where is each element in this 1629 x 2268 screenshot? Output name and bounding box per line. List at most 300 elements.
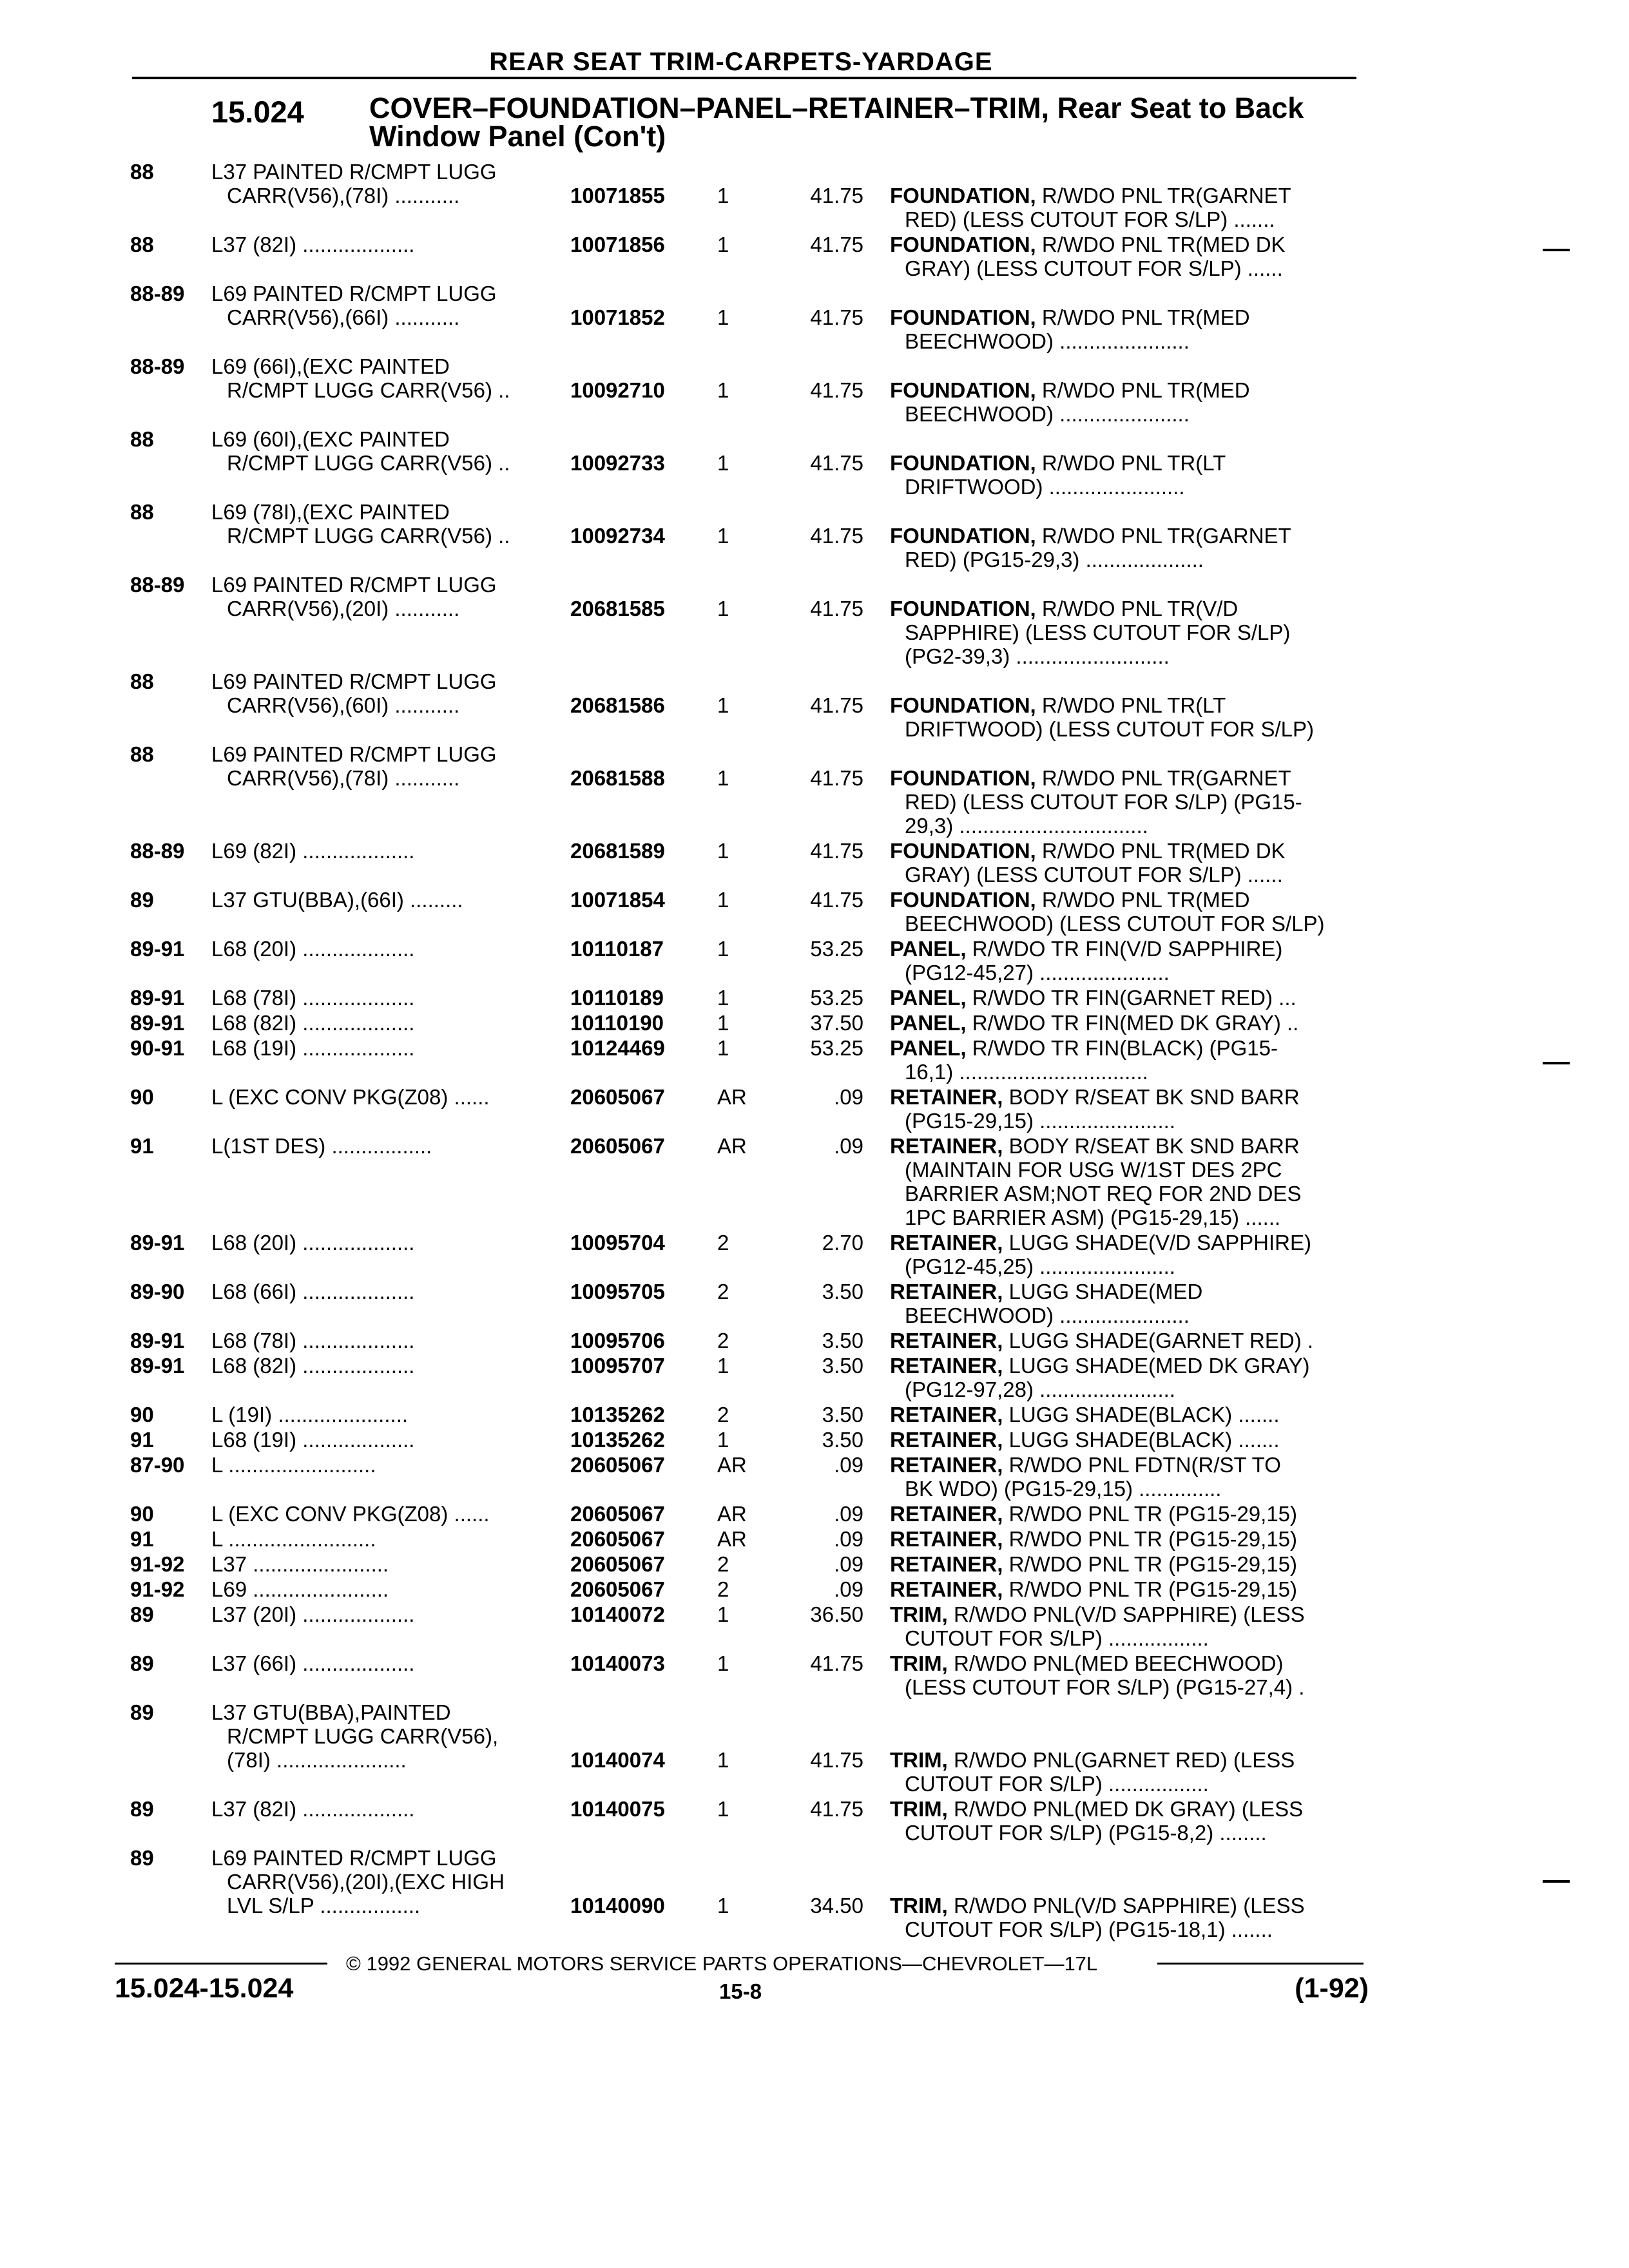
quantity: 1 [717,937,729,961]
description-keyword: TRIM, [890,1894,948,1917]
usage-text: L69 PAINTED R/CMPT LUGG [211,1846,497,1870]
entry-line [0,742,1629,766]
description-keyword: RETAINER, [890,1552,1003,1576]
description-keyword: FOUNDATION, [890,233,1036,256]
parts-entry [0,1011,1629,1035]
entry-line [0,1354,1629,1378]
price: .09 [834,1552,863,1576]
usage-text: L37 ....................... [211,1552,389,1576]
model-year: 91 [130,1428,154,1452]
entry-line [0,1651,1629,1675]
description-text [890,305,1250,329]
description-text [890,1011,1298,1035]
model-year: 89-91 [130,1011,185,1035]
usage-text: L68 (20I) ................... [211,937,415,961]
part-number: 10095707 [570,1354,665,1378]
section-title [369,91,1304,153]
part-number: 20605067 [570,1453,665,1477]
price: 53.25 [810,1036,863,1060]
margin-tick [1543,1880,1570,1883]
description-rest: R/WDO PNL TR (PG15-29,15) [1003,1552,1298,1576]
footer-rule-right [1157,1963,1364,1965]
entry-line [0,207,1629,231]
description-text [890,1134,1300,1158]
price: 41.75 [810,597,863,620]
description-text [890,1552,1297,1576]
entry-line [0,1182,1629,1206]
usage-text: L69 ....................... [211,1577,389,1601]
description-keyword: RETAINER, [890,1329,1003,1352]
entry-line [0,1797,1629,1821]
footer-copyright: © 1992 GENERAL MOTORS SERVICE PARTS OPERATIONS—CHEVROLET—17L [346,1952,1098,1975]
price: 36.50 [810,1602,863,1626]
part-number: 10110187 [570,937,664,961]
price: 53.25 [810,937,863,961]
description-text [890,184,1291,207]
description-rest: LUGG SHADE(V/D SAPPHIRE) [1003,1231,1312,1254]
description-text [890,451,1226,475]
price: 3.50 [822,1280,863,1303]
description-text [890,1894,1305,1917]
part-number: 10140090 [570,1894,665,1917]
entry-line [0,475,1629,499]
part-number: 10092710 [570,378,665,402]
description-text: (LESS CUTOUT FOR S/LP) (PG15-27,4) . [905,1675,1305,1699]
description-keyword: FOUNDATION, [890,184,1036,207]
entry-line [0,160,1629,184]
part-number: 10092734 [570,524,665,548]
part-number: 20605067 [570,1552,665,1576]
description-rest: R/WDO PNL TR(GARNET [1036,524,1291,548]
parts-entry [0,282,1629,353]
model-year: 87-90 [130,1453,185,1477]
usage-text: L69 PAINTED R/CMPT LUGG [211,669,497,693]
description-text: (PG15-29,15) ....................... [905,1109,1175,1133]
description-text [890,937,1282,961]
parts-entry [0,1403,1629,1427]
part-number: 10140072 [570,1602,665,1626]
price: 3.50 [822,1428,863,1452]
description-text [890,378,1250,402]
description-keyword: RETAINER, [890,1231,1003,1254]
part-number: 10092733 [570,451,665,475]
description-keyword: RETAINER, [890,1280,1003,1303]
parts-entry [0,888,1629,936]
entry-line [0,1428,1629,1452]
description-text: DRIFTWOOD) ....................... [905,475,1185,499]
description-text [890,1453,1281,1477]
description-text [890,524,1291,548]
description-rest: R/WDO PNL TR(LT [1036,693,1226,717]
description-keyword: TRIM, [890,1602,948,1626]
entry-line [0,1894,1629,1917]
description-text: DRIFTWOOD) (LESS CUTOUT FOR S/LP) [905,717,1314,741]
description-rest: R/WDO PNL(MED DK GRAY) (LESS [947,1797,1304,1821]
description-text [890,233,1286,256]
usage-text: CARR(V56),(60I) ........... [227,693,460,717]
description-keyword: FOUNDATION, [890,451,1036,475]
part-number: 20605067 [570,1502,665,1526]
description-text: BEECHWOOD) ...................... [905,402,1190,426]
entry-line [0,717,1629,741]
description-text [890,1502,1297,1526]
usage-text: L68 (19I) ................... [211,1036,415,1060]
part-number: 10140073 [570,1651,665,1675]
parts-entry [0,160,1629,231]
description-rest: R/WDO PNL TR(GARNET [1036,766,1291,790]
description-text [890,766,1291,790]
entry-line [0,1060,1629,1084]
description-rest: R/WDO PNL TR (PG15-29,15) [1003,1577,1298,1601]
description-rest: R/WDO PNL TR(MED DK [1036,839,1286,863]
part-number: 10071855 [570,184,665,207]
usage-text: L (EXC CONV PKG(Z08) ...... [211,1502,490,1526]
quantity: 1 [717,888,729,912]
description-text: 29,3) ................................ [905,814,1148,838]
part-number: 10140074 [570,1748,665,1772]
description-rest: LUGG SHADE(BLACK) ....... [1003,1403,1280,1427]
description-text [890,597,1238,620]
model-year: 88-89 [130,839,185,863]
quantity: 1 [717,693,729,717]
description-text: SAPPHIRE) (LESS CUTOUT FOR S/LP) [905,620,1291,644]
usage-text: CARR(V56),(66I) ........... [227,305,460,329]
model-year: 89 [130,1602,154,1626]
usage-text: L69 (60I),(EXC PAINTED [211,427,450,451]
usage-text: CARR(V56),(20I),(EXC HIGH [227,1870,505,1894]
usage-text: L68 (66I) ................... [211,1280,415,1303]
price: .09 [834,1502,863,1526]
price: 41.75 [810,233,863,256]
quantity: AR [717,1502,747,1526]
parts-entry [0,427,1629,499]
quantity: 1 [717,305,729,329]
model-year: 91-92 [130,1552,185,1576]
parts-entry [0,1428,1629,1452]
part-number: 20605067 [570,1085,665,1109]
description-rest: R/WDO PNL TR(LT [1036,451,1226,475]
entry-line [0,329,1629,353]
part-number: 10071852 [570,305,665,329]
description-text: BARRIER ASM;NOT REQ FOR 2ND DES [905,1182,1302,1206]
parts-entry [0,1502,1629,1526]
description-rest: R/WDO PNL TR(MED DK [1036,233,1286,256]
footer-date: (1-92) [1295,1973,1369,2004]
description-rest: R/WDO PNL(GARNET RED) (LESS [947,1748,1295,1772]
price: 41.75 [810,839,863,863]
description-text [890,1797,1303,1821]
entry-line [0,937,1629,961]
entry-line [0,451,1629,475]
parts-entry [0,1231,1629,1278]
model-year: 89-91 [130,1329,185,1352]
part-number: 20681585 [570,597,665,620]
description-keyword: FOUNDATION, [890,766,1036,790]
parts-entry [0,1846,1629,1941]
model-year: 88-89 [130,573,185,597]
entry-line [0,305,1629,329]
entry-line [0,839,1629,863]
model-year: 90 [130,1403,154,1427]
price: 41.75 [810,378,863,402]
entry-line [0,644,1629,668]
model-year: 88 [130,742,154,766]
model-year: 88 [130,669,154,693]
usage-text: R/CMPT LUGG CARR(V56) .. [227,378,510,402]
entry-line [0,1477,1629,1501]
usage-text: L69 (78I),(EXC PAINTED [211,500,450,524]
description-text: CUTOUT FOR S/LP) (PG15-18,1) ....... [905,1917,1273,1941]
description-rest: R/WDO TR FIN(MED DK GRAY) .. [966,1011,1299,1035]
description-text [890,1085,1300,1109]
entry-line [0,1254,1629,1278]
description-text: RED) (LESS CUTOUT FOR S/LP) (PG15- [905,790,1302,814]
model-year: 89-91 [130,1354,185,1378]
entry-line [0,233,1629,256]
description-keyword: FOUNDATION, [890,524,1036,548]
entry-line [0,354,1629,378]
entry-line [0,1036,1629,1060]
part-number: 10110189 [570,986,664,1010]
quantity: 2 [717,1329,729,1352]
price: 37.50 [810,1011,863,1035]
quantity: AR [717,1453,747,1477]
entry-line [0,1552,1629,1576]
price: 41.75 [810,766,863,790]
model-year: 88 [130,160,154,184]
usage-text: L68 (82I) ................... [211,1354,415,1378]
price: .09 [834,1134,863,1158]
entry-line [0,888,1629,912]
usage-text: L (EXC CONV PKG(Z08) ...... [211,1085,490,1109]
entry-line [0,1378,1629,1401]
description-text: CUTOUT FOR S/LP) ................. [905,1626,1209,1650]
part-number: 10095705 [570,1280,665,1303]
model-year: 88 [130,500,154,524]
parts-entry [0,937,1629,985]
part-number: 20681588 [570,766,665,790]
parts-entry [0,839,1629,887]
description-keyword: FOUNDATION, [890,378,1036,402]
price: 53.25 [810,986,863,1010]
parts-entry [0,1602,1629,1650]
description-keyword: TRIM, [890,1651,948,1675]
price: 3.50 [822,1354,863,1378]
parts-entry [0,1280,1629,1327]
model-year: 89-91 [130,986,185,1010]
description-keyword: RETAINER, [890,1577,1003,1601]
entry-line [0,961,1629,985]
description-text [890,1036,1278,1060]
parts-entry [0,1036,1629,1084]
quantity: 1 [717,1894,729,1917]
model-year: 89 [130,888,154,912]
price: .09 [834,1527,863,1551]
price: 41.75 [810,524,863,548]
price: 41.75 [810,888,863,912]
model-year: 90 [130,1502,154,1526]
margin-tick [1543,1062,1570,1064]
entry-line [0,427,1629,451]
description-text: 1PC BARRIER ASM) (PG15-29,15) ...... [905,1206,1281,1229]
description-text: (PG2-39,3) .......................... [905,644,1170,668]
parts-entry [0,1700,1629,1796]
quantity: 1 [717,1036,729,1060]
description-keyword: FOUNDATION, [890,888,1036,912]
entry-line [0,863,1629,887]
description-rest: R/WDO TR FIN(GARNET RED) ... [966,986,1296,1010]
description-text: (PG12-45,27) ...................... [905,961,1170,985]
parts-entry [0,1085,1629,1133]
usage-text: L68 (78I) ................... [211,986,415,1010]
description-text [890,1329,1313,1352]
part-number: 10135262 [570,1403,665,1427]
description-keyword: FOUNDATION, [890,839,1036,863]
price: 41.75 [810,305,863,329]
description-text: (PG12-97,28) ....................... [905,1378,1175,1401]
parts-entry [0,1527,1629,1551]
description-text: CUTOUT FOR S/LP) ................. [905,1772,1209,1796]
entry-line [0,1329,1629,1352]
description-rest: R/WDO PNL TR (PG15-29,15) [1003,1527,1298,1551]
model-year: 91 [130,1134,154,1158]
footer-rule-left [115,1963,327,1965]
model-year: 91-92 [130,1577,185,1601]
description-keyword: RETAINER, [890,1502,1003,1526]
quantity: 1 [717,597,729,620]
description-text: BEECHWOOD) ...................... [905,329,1190,353]
quantity: AR [717,1134,747,1158]
entry-line [0,669,1629,693]
description-text: GRAY) (LESS CUTOUT FOR S/LP) ...... [905,863,1283,887]
usage-text: R/CMPT LUGG CARR(V56) .. [227,451,510,475]
quantity: 1 [717,986,729,1010]
header-rule [132,77,1356,79]
description-keyword: PANEL, [890,986,967,1010]
price: 41.75 [810,184,863,207]
entry-line [0,1917,1629,1941]
usage-text: L68 (19I) ................... [211,1428,415,1452]
part-number: 10135262 [570,1428,665,1452]
entry-line [0,597,1629,620]
usage-text: L37 (20I) ................... [211,1602,415,1626]
usage-text: L68 (78I) ................... [211,1329,415,1352]
price: .09 [834,1577,863,1601]
description-text [890,986,1296,1010]
description-rest: R/WDO PNL(V/D SAPPHIRE) (LESS [947,1894,1305,1917]
usage-text: L (19I) ...................... [211,1403,409,1427]
section-title-line-1: COVER–FOUNDATION–PANEL–RETAINER–TRIM, Rear Seat to Back [369,91,1304,124]
description-keyword: RETAINER, [890,1527,1003,1551]
quantity: 1 [717,524,729,548]
entry-line [0,1403,1629,1427]
description-keyword: RETAINER, [890,1354,1003,1378]
description-rest: R/WDO PNL TR(MED [1036,378,1250,402]
entry-line [0,766,1629,790]
description-rest: R/WDO PNL FDTN(R/ST TO [1003,1453,1281,1477]
part-number: 10124469 [570,1036,665,1060]
usage-text: CARR(V56),(78I) ........... [227,766,460,790]
description-text: CUTOUT FOR S/LP) (PG15-8,2) ........ [905,1821,1267,1845]
description-rest: BODY R/SEAT BK SND BARR [1003,1085,1300,1109]
model-year: 88 [130,427,154,451]
usage-text: L68 (82I) ................... [211,1011,415,1035]
description-keyword: RETAINER, [890,1453,1003,1477]
price: 41.75 [810,1797,863,1821]
description-keyword: PANEL, [890,937,967,961]
usage-text: L69 (66I),(EXC PAINTED [211,354,450,378]
model-year: 89-91 [130,1231,185,1254]
parts-list [0,160,1629,1943]
parts-entry [0,1354,1629,1401]
description-rest: BODY R/SEAT BK SND BARR [1003,1134,1300,1158]
usage-text: L69 PAINTED R/CMPT LUGG [211,282,497,305]
part-number: 20605067 [570,1134,665,1158]
parts-entry [0,1797,1629,1845]
parts-entry [0,742,1629,838]
quantity: 1 [717,1748,729,1772]
part-number: 20681589 [570,839,665,863]
price: 41.75 [810,1651,863,1675]
quantity: 1 [717,233,729,256]
entry-line [0,1109,1629,1133]
model-year: 90 [130,1085,154,1109]
price: .09 [834,1085,863,1109]
page-header-title: REAR SEAT TRIM-CARPETS-YARDAGE [489,48,993,76]
description-rest: LUGG SHADE(GARNET RED) . [1003,1329,1314,1352]
entry-line [0,1602,1629,1626]
quantity: 2 [717,1231,729,1254]
price: 34.50 [810,1894,863,1917]
parts-entry [0,354,1629,426]
model-year: 89 [130,1700,154,1724]
usage-text: L68 (20I) ................... [211,1231,415,1254]
description-keyword: RETAINER, [890,1403,1003,1427]
price: 41.75 [810,451,863,475]
entry-line [0,790,1629,814]
description-text: BEECHWOOD) (LESS CUTOUT FOR S/LP) [905,912,1325,936]
price: .09 [834,1453,863,1477]
entry-line [0,1700,1629,1724]
description-rest: R/WDO TR FIN(BLACK) (PG15- [966,1036,1278,1060]
model-year: 89 [130,1797,154,1821]
quantity: 1 [717,1354,729,1378]
entry-line [0,1870,1629,1894]
description-rest: R/WDO PNL TR(V/D [1036,597,1239,620]
model-year: 89 [130,1846,154,1870]
usage-text: L69 PAINTED R/CMPT LUGG [211,573,497,597]
usage-text: R/CMPT LUGG CARR(V56), [227,1724,499,1748]
entry-line [0,500,1629,524]
quantity: AR [717,1527,747,1551]
model-year: 89-91 [130,937,185,961]
usage-text: (78I) ...................... [227,1748,407,1772]
parts-entry [0,233,1629,280]
entry-line [0,1085,1629,1109]
entry-line [0,986,1629,1010]
quantity: 1 [717,1428,729,1452]
description-rest: LUGG SHADE(BLACK) ....... [1003,1428,1280,1452]
model-year: 88-89 [130,354,185,378]
quantity: 1 [717,1797,729,1821]
description-rest: R/WDO PNL TR (PG15-29,15) [1003,1502,1298,1526]
entry-line [0,1846,1629,1870]
section-title-line-2: Window Panel (Con't) [369,120,666,153]
entry-line [0,693,1629,717]
description-keyword: FOUNDATION, [890,597,1036,620]
usage-text: R/CMPT LUGG CARR(V56) .. [227,524,510,548]
entry-line [0,1280,1629,1303]
